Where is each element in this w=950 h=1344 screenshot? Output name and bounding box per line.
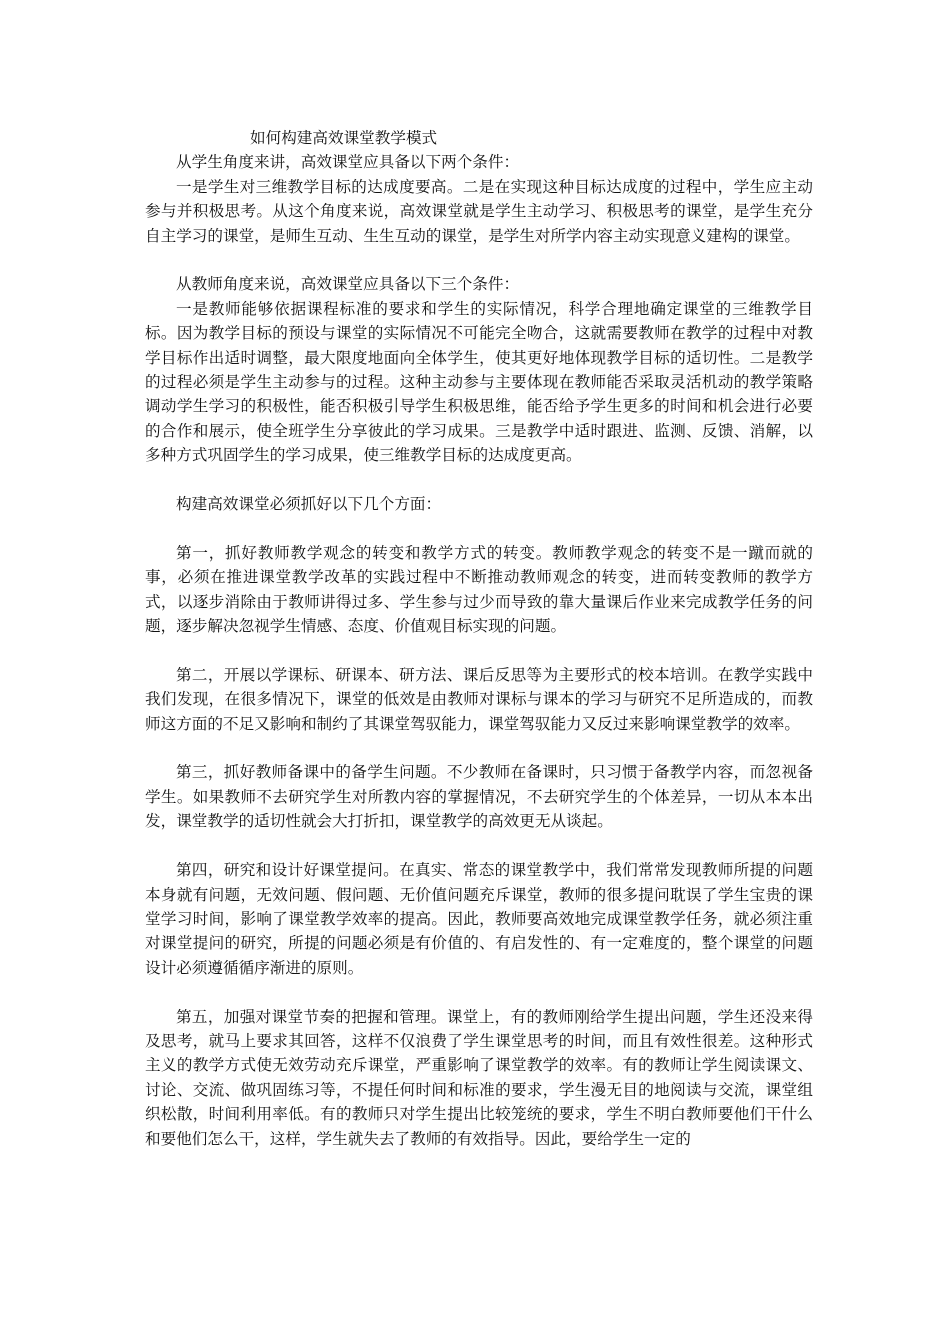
paragraph-teacher-conditions: 一是教师能够依据课程标准的要求和学生的实际情况，科学合理地确定课堂的三维教学目标。因为教学目标的预设与课堂的实际情况不可能完全吻合，这就需要教师在教学的过程中对教学目标作出适时调整，最大限度地面向全体学生，使其更好地体现教学目标的适切性。二是教学的过程必须是学生主动参与的过程。这种主动参与主要体现在教师能否采取灵活机动的教学策略调动学生学习的积极性，能否积极引导学生积极思维，能否给予学生更多的时间和机会进行必要的合作和展示，使全班学生分享彼此的学习成果。三是教学中适时跟进、监测、反馈、消解，以多种方式巩固学生的学习成果，使三维教学目标的达成度更高。: [145, 299, 813, 465]
paragraph-first-aspect: 第一，抓好教师教学观念的转变和教学方式的转变。教师教学观念的转变不是一蹴而就的事，必须在推进课堂教学改革的实践过程中不断推动教师观念的转变，进而转变教师的教学方式，以逐步消除由于教师讲得过多、学生参与过少而导致的靠大量课后作业来完成教学任务的问题，逐步解决忽视学生情感、态度、价值观目标实现的问题。: [145, 543, 813, 636]
paragraph-fifth-aspect: 第五，加强对课堂节奏的把握和管理。课堂上，有的教师刚给学生提出问题，学生还没来得及思考，就马上要求其回答，这样不仅浪费了学生课堂思考的时间，而且有效性很差。这种形式主义的教学方式使无效劳动充斥课堂，严重影响了课堂教学的效率。有的教师让学生阅读课文、讨论、交流、做巩固练习等，不提任何时间和标准的要求，学生漫无目的地阅读与交流，课堂组织松散，时间利用率低。有的教师只对学生提出比较笼统的要求，学生不明白教师要他们干什么和要他们怎么干，这样，学生就失去了教师的有效指导。因此，要给学生一定的: [145, 1007, 813, 1148]
paragraph-third-aspect: 第三，抓好教师备课中的备学生问题。不少教师在备课时，只习惯于备教学内容，而忽视备学生。如果教师不去研究学生对所教内容的掌握情况，不去研究学生的个体差异，一切从本本出发，课堂教学的适切性就会大打折扣，课堂教学的高效更无从谈起。: [145, 763, 813, 831]
paragraph-fourth-aspect: 第四，研究和设计好课堂提问。在真实、常态的课堂教学中，我们常常发现教师所提的问题本身就有问题，无效问题、假问题、无价值问题充斥课堂，教师的很多提问耽误了学生宝贵的课堂学习时间，影响了课堂教学效率的提高。因此，教师要高效地完成课堂教学任务，就必须注重对课堂提问的研究，所提的问题必须是有价值的、有启发性的、有一定难度的，整个课堂的问题设计必须遵循循序渐进的原则。: [145, 861, 813, 977]
document-title: 如何构建高效课堂教学模式: [250, 129, 438, 147]
paragraph-teacher-perspective-heading: 从教师角度来说，高效课堂应具备以下三个条件：: [176, 275, 520, 294]
paragraph-second-aspect: 第二，开展以学课标、研课本、研方法、课后反思等为主要形式的校本培训。在教学实践中我们发现，在很多情况下，课堂的低效是由教师对课标与课本的学习与研究不足所造成的，而教师这方面的不足又影响和制约了其课堂驾驭能力，课堂驾驭能力又反过来影响课堂教学的效率。: [145, 665, 813, 733]
paragraph-student-perspective-heading: 从学生角度来讲，高效课堂应具备以下两个条件：: [176, 153, 520, 172]
paragraph-student-conditions: 一是学生对三维教学目标的达成度要高。二是在实现这种目标达成度的过程中，学生应主动参与并积极思考。从这个角度来说，高效课堂就是学生主动学习、积极思考的课堂，是学生充分自主学习的课堂，是师生互动、生生互动的课堂，是学生对所学内容主动实现意义建构的课堂。: [145, 177, 813, 245]
paragraph-aspects-heading: 构建高效课堂必须抓好以下几个方面：: [176, 495, 442, 514]
document-body: [145, 126, 813, 1151]
